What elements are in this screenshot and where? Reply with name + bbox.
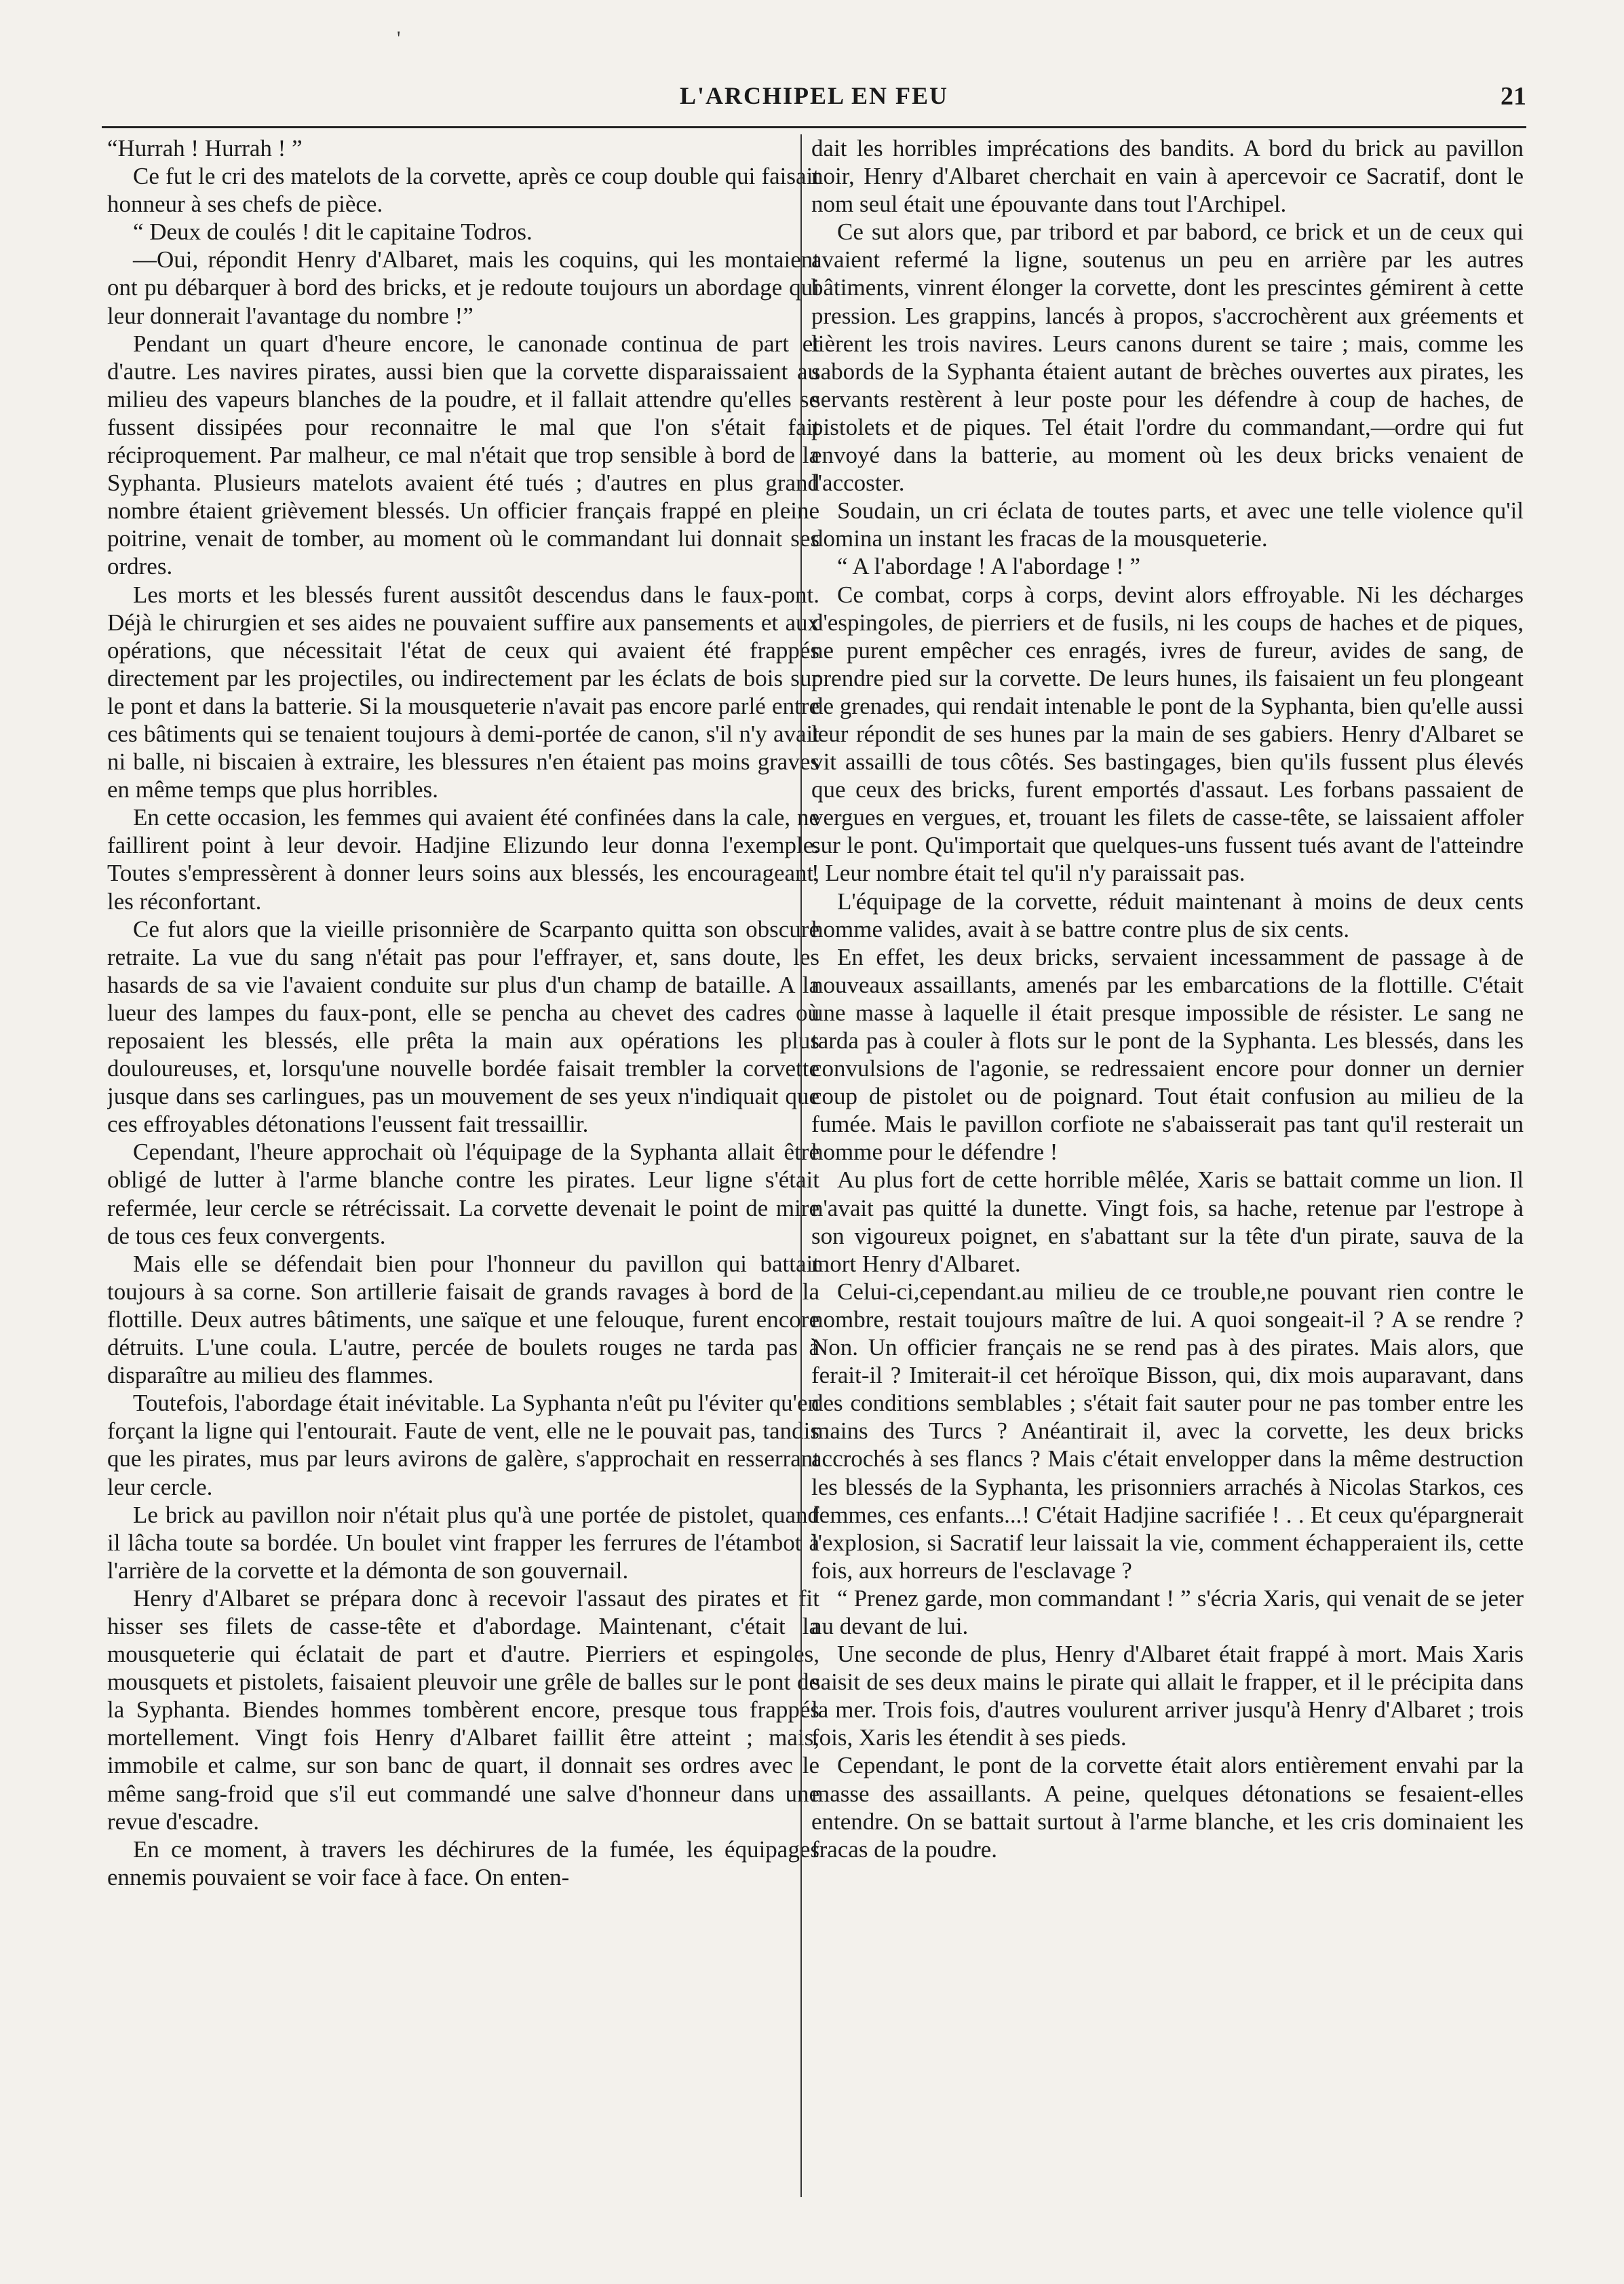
paragraph: Une seconde de plus, Henry d'Albaret était frappé à mort. Mais Xaris saisit de ses deux mains le pirate qui allait le frapper, et il le précipita dans la mer. Trois fois, d'autres voulurent arriver jusqu'à Henry d'Albaret ; trois fois, Xaris les étendit à ses pieds. — [811, 1641, 1524, 1751]
paragraph: dait les horribles imprécations des bandits. A bord du brick au pavillon noir, Henry d'Albaret cherchait en vain à apercevoir ce Sacratif, dont le nom seul était une épouvante dans tout l'Archipel. — [811, 135, 1524, 218]
paragraph: “ Prenez garde, mon commandant ! ” s'écria Xaris, qui venait de se jeter au devant de lui. — [811, 1584, 1524, 1639]
column-divider — [800, 134, 802, 2197]
page-number: 21 — [1501, 82, 1526, 111]
paragraph: Au plus fort de cette horrible mêlée, Xaris se battait comme un lion. Il n'avait pas quitté la dunette. Vingt fois, sa hache, retenue par l'estrope à son vigoureux poignet, en s'abattant sur la tête d'un pirate, sauva de la mort Henry d'Albaret. — [811, 1166, 1524, 1277]
paragraph: Ce fut le cri des matelots de la corvette, après ce coup double qui faisait honneur à ses chefs de pièce. — [107, 163, 819, 218]
paragraph: Ce combat, corps à corps, devint alors effroyable. Ni les décharges d'espingoles, de pierriers et de fusils, ni les coups de haches et de piques, ne purent empêcher ces enragés, ivres de fureur, avides de sang, de prendre pied sur la corvette. De leurs hunes, ils faisaient un feu plongeant de grenades, qui rendait intenable le pont de la Syphanta, bien qu'elle aussi leur répondit de ses hunes par la main de ses gabiers. Henry d'Albaret se vit assailli de tous côtés. Ses bastingages, bien qu'ils fussent plus élevés que ceux des bricks, furent emportés d'assaut. Les forbans passaient de vergues en vergues, et, trouant les filets de casse-tête, se laissaient affoler sur le pont. Qu'importait que quelques-uns fussent tués avant de l'atteindre ! Leur nombre était tel qu'il n'y paraissait pas. — [811, 581, 1524, 887]
paragraph: En effet, les deux bricks, servaient incessamment de passage à de nouveaux assaillants, amenés par les embarcations de la flottille. C'était une masse à laquelle il était presque impossible de résister. Le sang ne tarda pas à couler à flots sur le pont de la Syphanta. Les blessés, dans les convulsions de l'agonie, se redressaient encore pour donner un dernier coup de pistolet ou de poignard. Tout était confusion au milieu de la fumée. Mais le pavillon corfiote ne s'abaisserait pas tant qu'il resterait un homme pour le défendre ! — [811, 943, 1524, 1166]
paragraph: En ce moment, à travers les déchirures de la fumée, les équipages ennemis pouvaient se voir face à face. On enten- — [107, 1835, 819, 1890]
paragraph: “ A l'abordage ! A l'abordage ! ” — [837, 553, 1141, 580]
paragraph: Pendant un quart d'heure encore, le canonade continua de part et d'autre. Les navires pirates, aussi bien que la corvette disparaissaient au milieu des vapeurs blanches de la poudre, et il fallait attendre qu'elles se fussent dissipées pour reconnaitre le mal que l'on s'était fait réciproquement. Par malheur, ce mal n'était que trop sensible à bord de la Syphanta. Plusieurs matelots avaient été tués ; d'autres en plus grand nombre étaient grièvement blessés. Un officier français frappé en pleine poitrine, venait de tomber, au moment où le commandant lui donnait ses ordres. — [107, 330, 819, 580]
paragraph: Toutefois, l'abordage était inévitable. La Syphanta n'eût pu l'éviter qu'en forçant la ligne qui l'entourait. Faute de vent, elle ne le pouvait pas, tandis que les pirates, mus par leurs avirons de galère, s'approchait en resserrant leur cercle. — [107, 1390, 819, 1500]
paragraph: Soudain, un cri éclata de toutes parts, et avec une telle violence qu'il domina un instant les fracas de la mousqueterie. — [811, 497, 1524, 552]
paragraph: L'équipage de la corvette, réduit maintenant à moins de deux cents homme valides, avait à se battre contre plus de six cents. — [811, 888, 1524, 943]
paragraph: Henry d'Albaret se prépara donc à recevoir l'assaut des pirates et fit hisser ses filets de casse-tête et d'abordage. Maintenant, c'était la mousqueterie qui éclatait de part et d'autre. Pierriers et espingoles, mousquets et pistolets, faisaient pleuvoir une grêle de balles sur le pont de la Syphanta. Biendes hommes tombèrent encore, presque tous frappés mortellement. Vingt fois Henry d'Albaret faillit être atteint ; mais, immobile et calme, sur son banc de quart, il donnait ses ordres avec le même sang-froid que s'il eut commandé une salve d'honneur dans une revue d'escadre. — [107, 1584, 819, 1835]
paragraph: “Hurrah ! Hurrah ! ” — [107, 135, 303, 161]
paragraph: En cette occasion, les femmes qui avaient été confinées dans la cale, ne faillirent point à leur devoir. Hadjine Elizundo leur donna l'exemple. Toutes s'empressèrent à donner leurs soins aux blessés, les encourageant, les réconfortant. — [107, 804, 819, 915]
paragraph: Le brick au pavillon noir n'était plus qu'à une portée de pistolet, quand il lâcha toute sa bordée. Un boulet vint frapper les ferrures de l'étambot à l'arrière de la corvette et la démonta de son gouvernail. — [107, 1501, 819, 1584]
paragraph: “ Deux de coulés ! dit le capitaine Todros. — [133, 218, 533, 246]
stray-mark: ' — [397, 27, 401, 50]
paragraph: Cependant, le pont de la corvette était alors entièrement envahi par la masse des assaillants. A peine, quelques détonations se fesaient-elles entendre. On se battait surtout à l'arme blanche, et les cris dominaient les fracas de la poudre. — [811, 1752, 1524, 1863]
running-title: L'ARCHIPEL EN FEU — [679, 82, 949, 109]
paragraph: Mais elle se défendait bien pour l'honneur du pavillon qui battait toujours à sa corne. Son artillerie faisait de grands ravages à bord de la flottille. Deux autres bâtiments, une saïque et une felouque, furent encore détruits. L'une coula. L'autre, percée de boulets rouges ne tarda pas à disparaître au milieu des flammes. — [107, 1250, 819, 1389]
left-column — [107, 134, 819, 2197]
right-column — [811, 134, 1524, 2197]
page-header — [102, 81, 1526, 129]
paragraph: Ce fut alors que la vieille prisonnière de Scarpanto quitta son obscure retraite. La vue du sang n'était pas pour l'effrayer, et, sans doute, les hasards de sa vie l'avaient conduite sur plus d'un champ de bataille. A la lueur des lampes du faux-pont, elle se pencha au chevet des cadres où reposaient les blessés, elle prêta la main aux opérations les plus douloureuses, et, lorsqu'une nouvelle bordée faisait trembler la corvette jusque dans ses carlingues, pas un mouvement de ses yeux n'indiquait que ces effroyables détonations l'eussent fait tressaillir. — [107, 915, 819, 1138]
paragraph: —Oui, répondit Henry d'Albaret, mais les coquins, qui les montaient ont pu débarquer à bord des bricks, et je redoute toujours un abordage qui leur donnerait l'avantage du nombre !” — [107, 246, 819, 329]
paragraph: Ce sut alors que, par tribord et par babord, ce brick et un de ceux qui avaient refermé la ligne, soutenus un peu en arrière par les autres bâtiments, vinrent élonger la corvette, dont les prescintes gémirent à cette pression. Les grappins, lancés à propos, s'accrochèrent aux gréements et lièrent les trois navires. Leurs canons durent se taire ; mais, comme les sabords de la Syphanta étaient autant de brèches ouvertes aux pirates, les servants restèrent à leur poste pour les défendre à coup de haches, de pistolets et de piques. Tel était l'ordre du commandant,—ordre qui fut envoyé dans la batterie, au moment où les deux bricks venaient de l'accoster. — [811, 218, 1524, 497]
paragraph: Celui-ci,cependant.au milieu de ce trouble,ne pouvant rien contre le nombre, restait toujours maître de lui. A quoi songeait-il ? A se rendre ? Non. Un officier français ne se rend pas à des pirates. Mais alors, que ferait-il ? Imiterait-il cet héroïque Bisson, qui, dix mois auparavant, dans des conditions semblables ; s'était fait sauter pour ne pas tomber entre les mains des Turcs ? Anéantirait il, avec la corvette, les deux bricks accrochés à ses flancs ? Mais c'était envelopper dans la même destruction les blessés de la Syphanta, les prisonniers arrachés à Nicolas Starkos, ces femmes, ces enfants...! C'était Hadjine sacrifiée ! . . Et ceux qu'épargnerait l'explosion, si Sacratif leur laissait la vie, comment échapperaient ils, cette fois, aux horreurs de l'esclavage ? — [811, 1278, 1524, 1584]
paragraph: Cependant, l'heure approchait où l'équipage de la Syphanta allait être obligé de lutter à l'arme blanche contre les pirates. Leur ligne s'était refermée, leur cercle se rétrécissait. La corvette devenait le point de mire de tous ces feux convergents. — [107, 1139, 819, 1249]
header-rule — [102, 126, 1526, 128]
paragraph: Les morts et les blessés furent aussitôt descendus dans le faux-pont. Déjà le chirurgien et ses aides ne pouvaient suffire aux pansements et aux opérations, que nécessitait l'état de ceux qui avaient été frappés directement par les projectiles, ou indirectement par les éclats de bois sur le pont et dans la batterie. Si la mousqueterie n'avait pas encore parlé entre ces bâtiments qui se tenaient toujours à demi-portée de canon, s'il n'y avait ni balle, ni biscaien à extraire, les blessures n'en étaient pas moins graves en même temps que plus horribles. — [107, 581, 819, 803]
